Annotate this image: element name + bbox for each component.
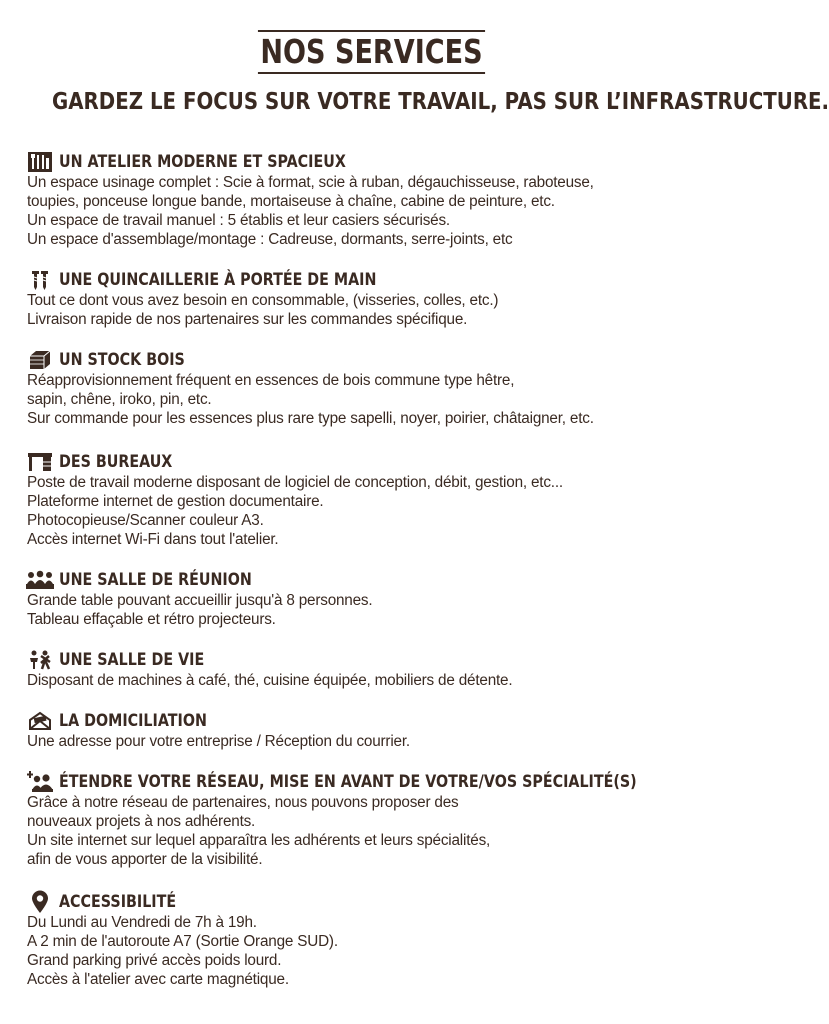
section-line: Grande table pouvant accueillir jusqu'à 8 personnes. [27,592,373,609]
section-salle-vie [27,648,727,690]
page-header [0,30,743,74]
section-body [27,473,727,549]
section-title: LA DOMICILIATION [59,711,207,731]
section-title: UN ATELIER MODERNE ET SPACIEUX [59,152,346,172]
section-header [27,348,727,372]
section-body [27,913,727,989]
section-body [27,291,727,329]
section-header [27,648,727,672]
section-line: A 2 min de l'autoroute A7 (Sortie Orange SUD). [27,933,338,950]
section-title: ÉTENDRE VOTRE RÉSEAU, MISE EN AVANT DE VOTRE/VOS SPÉCIALITÉ(S) [59,772,637,792]
section-header [27,890,727,914]
section-line: sapin, chêne, iroko, pin, etc. [27,391,212,408]
section-header [27,450,727,474]
section-line: Tableau effaçable et rétro projecteurs. [27,611,276,628]
section-line: Grâce à notre réseau de partenaires, nous pouvons proposer des [27,794,459,811]
section-line: Du Lundi au Vendredi de 7h à 19h. [27,914,257,931]
section-domiciliation [27,709,727,751]
section-line: Un site internet sur lequel apparaîtra les adhérents et leurs spécialités, [27,832,491,849]
section-line: toupies, ponceuse longue bande, mortaiseuse à chaîne, cabine de peinture, etc. [27,193,555,210]
section-quincaillerie [27,268,727,329]
location-pin-icon [27,892,53,912]
section-line: Tout ce dont vous avez besoin en consommable, (visseries, colles, etc.) [27,292,499,309]
section-line: nouveaux projets à nos adhérents. [27,813,256,830]
section-salle-reunion [27,568,727,629]
section-line: Sur commande pour les essences plus rare type sapelli, noyer, poirier, châtaigner, etc. [27,410,594,427]
section-title: UNE SALLE DE RÉUNION [59,570,252,590]
section-line: Disposant de machines à café, thé, cuisine équipée, mobiliers de détente. [27,672,513,689]
section-stock-bois [27,348,727,428]
section-reseau [27,770,727,869]
add-network-icon [27,772,53,792]
page-subtitle: GARDEZ LE FOCUS SUR VOTRE TRAVAIL, PAS SUR L’INFRASTRUCTURE. [52,89,829,115]
section-line: Livraison rapide de nos partenaires sur les commandes spécifique. [27,311,468,328]
section-body [27,371,727,428]
section-body [27,793,727,869]
section-line: Plateforme internet de gestion documentaire. [27,493,324,510]
section-line: Poste de travail moderne disposant de logiciel de conception, débit, gestion, etc... [27,474,563,491]
section-body [27,671,727,690]
wood-stack-icon [27,350,53,370]
section-title: UNE SALLE DE VIE [59,650,205,670]
relax-people-icon [27,650,53,670]
section-header [27,268,727,292]
desk-icon [27,452,53,472]
section-line: Un espace usinage complet : Scie à format, scie à ruban, dégauchisseuse, raboteuse, [27,174,594,191]
section-line: afin de vous apporter de la visibilité. [27,851,263,868]
section-line: Accès à l'atelier avec carte magnétique. [27,971,289,988]
section-body [27,591,727,629]
section-bureaux [27,450,727,549]
section-line: Un espace de travail manuel : 5 établis et leur casiers sécurisés. [27,212,450,229]
section-line: Une adresse pour votre entreprise / Réception du courrier. [27,733,410,750]
section-line: Grand parking privé accès poids lourd. [27,952,282,969]
section-title: DES BUREAUX [59,452,173,472]
section-atelier [27,150,727,249]
section-header [27,150,727,174]
section-title: ACCESSIBILITÉ [59,892,177,912]
section-header [27,568,727,592]
section-title: UN STOCK BOIS [59,350,185,370]
section-accessibilite [27,890,727,989]
meeting-group-icon [27,570,53,590]
section-line: Un espace d'assemblage/montage : Cadreuse, dormants, serre-joints, etc [27,231,513,248]
section-title: UNE QUINCAILLERIE À PORTÉE DE MAIN [59,270,377,290]
section-line: Réapprovisionnement fréquent en essences de bois commune type hêtre, [27,372,515,389]
section-header [27,770,727,794]
page-title: NOS SERVICES [258,30,485,74]
section-line: Accès internet Wi-Fi dans tout l'atelier. [27,531,279,548]
section-body [27,173,727,249]
workshop-tools-icon [27,152,53,172]
mail-envelope-icon [27,711,53,731]
section-header [27,709,727,733]
section-line: Photocopieuse/Scanner couleur A3. [27,512,264,529]
section-body [27,732,727,751]
screws-icon [27,270,53,290]
